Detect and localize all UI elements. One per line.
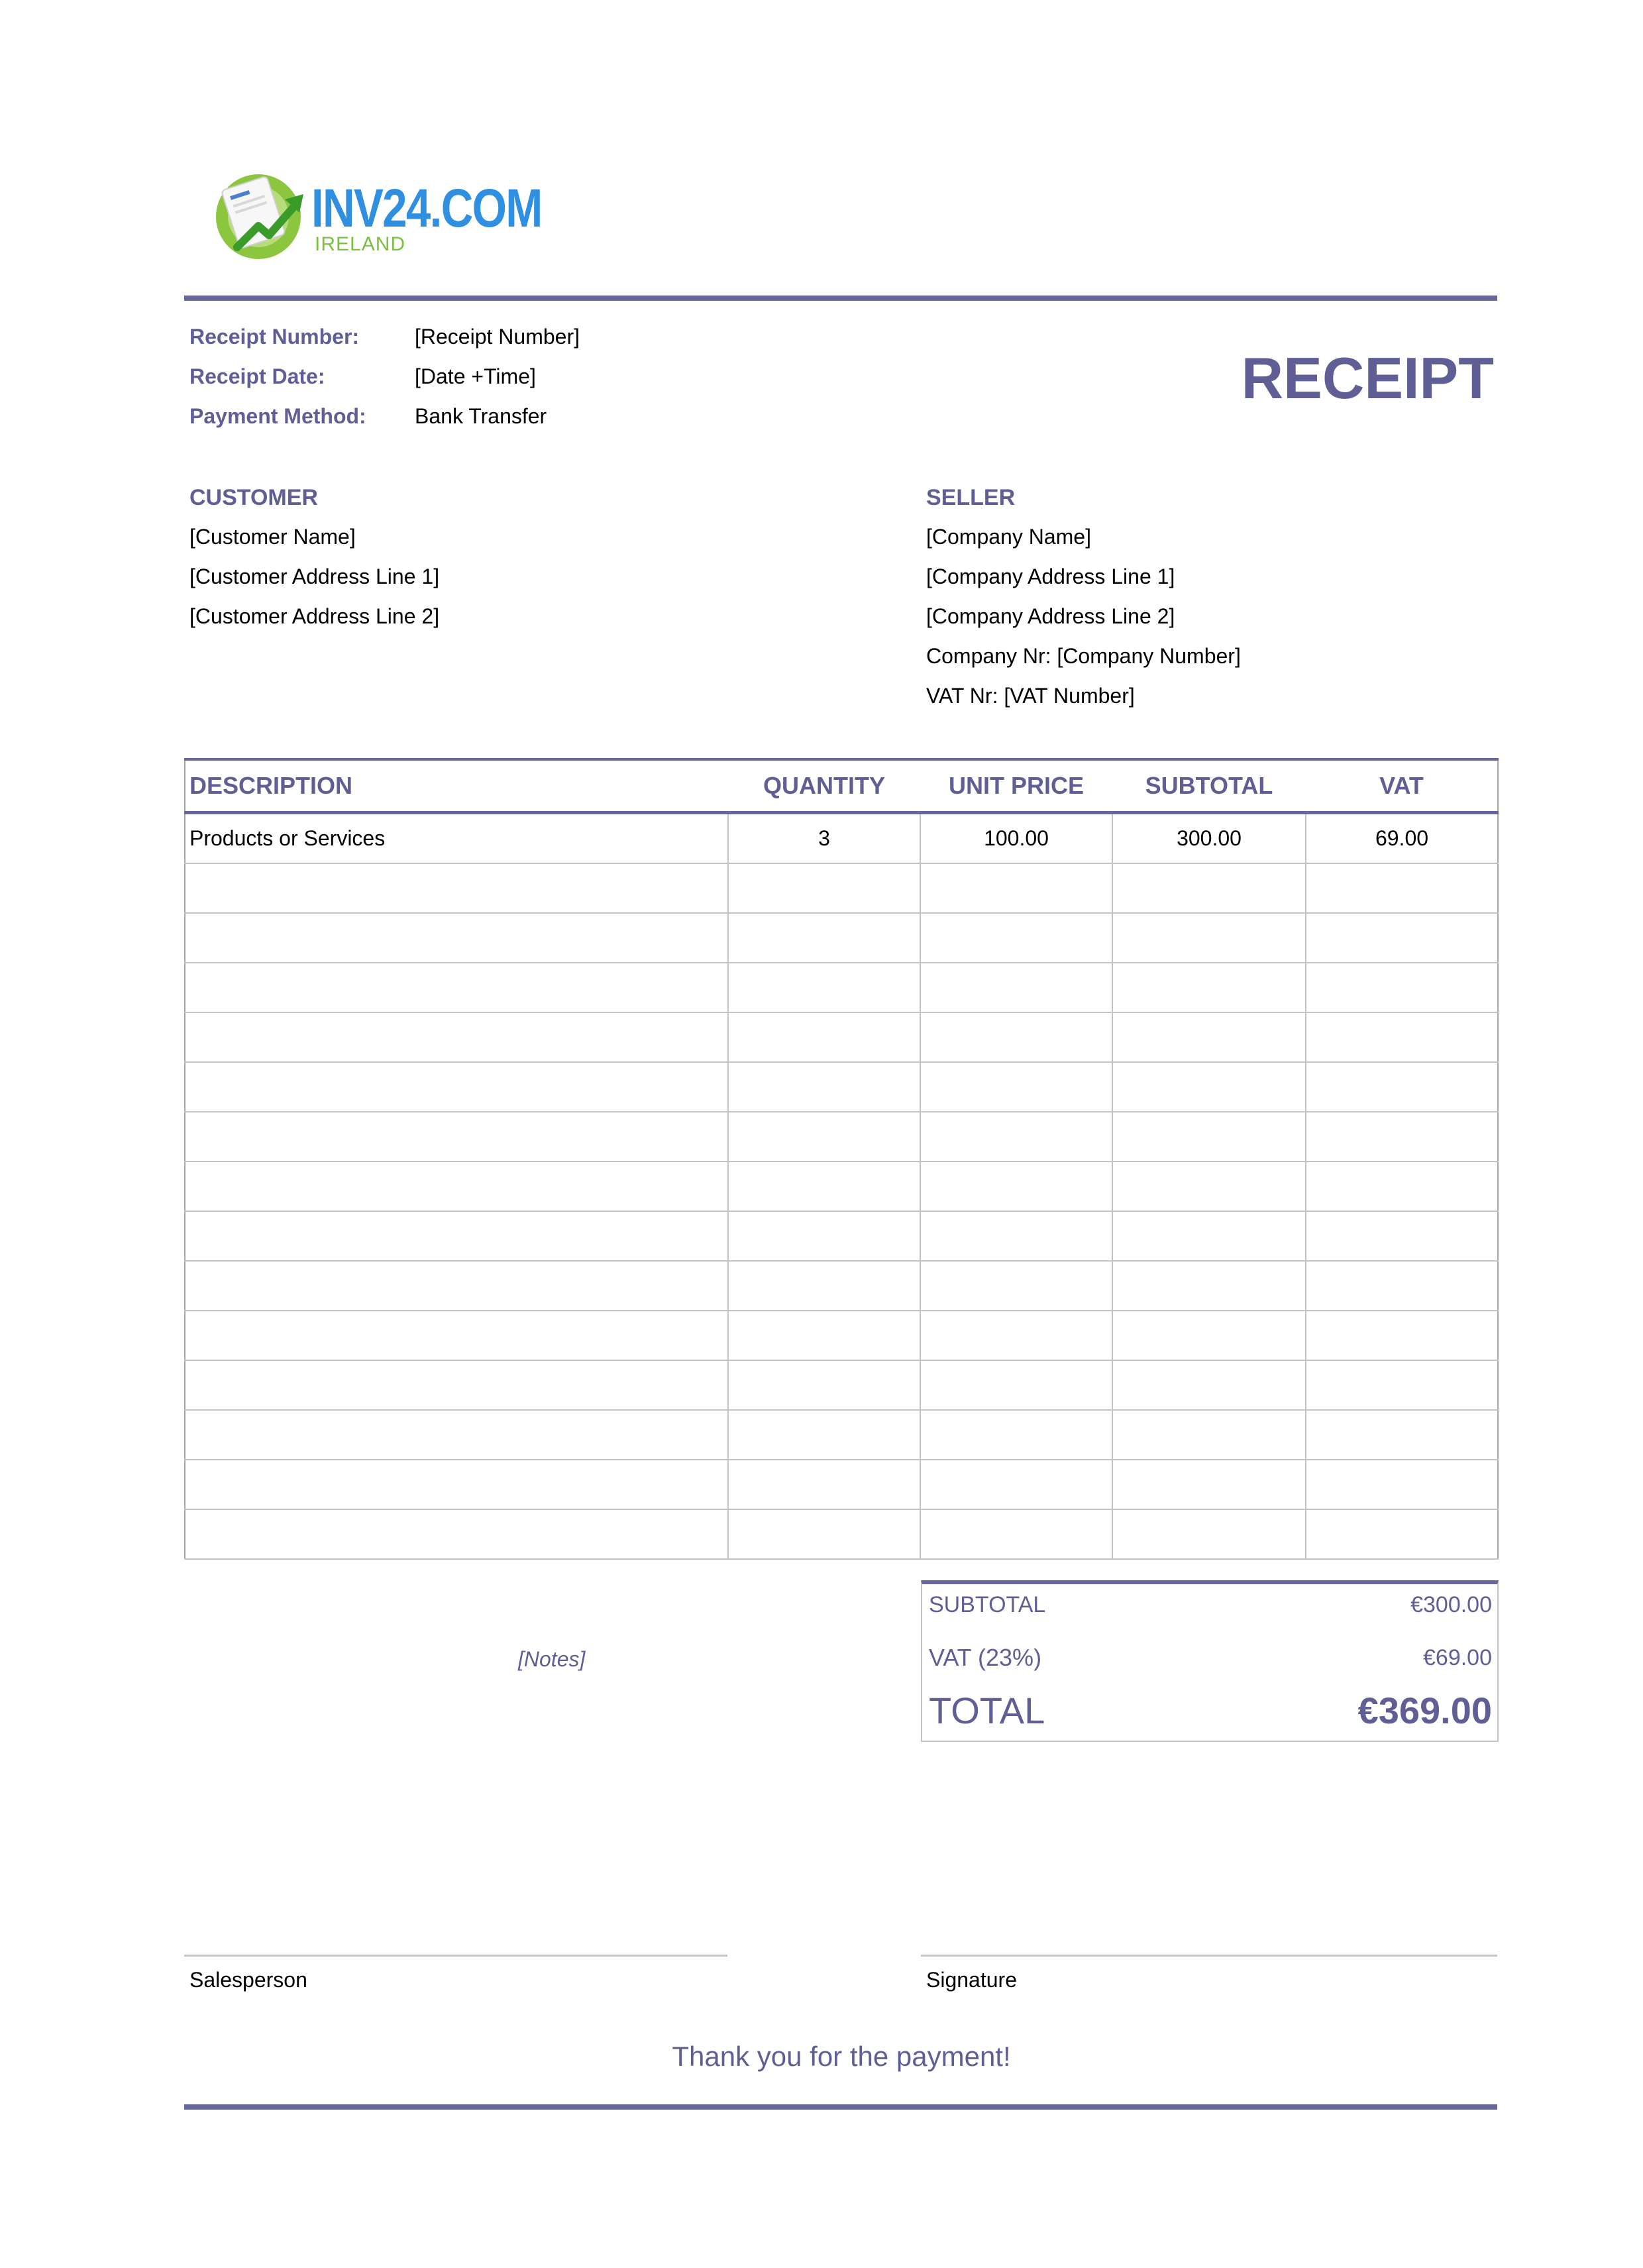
signature-line [921,1955,1497,1957]
cell-vat [1306,1360,1498,1410]
cell-unit-price [920,1261,1112,1311]
col-header-vat: VAT [1306,759,1498,813]
col-header-unit-price: UNIT PRICE [920,759,1112,813]
cell-description: Products or Services [185,813,728,864]
cell-quantity [728,1261,920,1311]
cell-description [185,963,728,1012]
cell-unit-price [920,1161,1112,1211]
cell-subtotal [1112,1112,1306,1161]
invoice-growth-icon [211,169,317,268]
cell-description [185,1410,728,1460]
receipt-number-value: [Receipt Number] [415,325,580,349]
cell-description [185,1062,728,1112]
cell-vat [1306,1311,1498,1360]
cell-description [185,1161,728,1211]
notes: [Notes] [518,1647,586,1671]
cell-unit-price [920,963,1112,1012]
cell-subtotal [1112,863,1306,913]
cell-description [185,1311,728,1360]
items-table [184,758,1499,1560]
total-value: €369.00 [1357,1690,1492,1731]
cell-quantity: 3 [728,813,920,864]
table-row [185,1360,1498,1410]
cell-description [185,1460,728,1509]
seller-address-line-2: [Company Address Line 2] [926,604,1175,628]
cell-subtotal [1112,1012,1306,1062]
table-row [185,1261,1498,1311]
cell-unit-price [920,1211,1112,1261]
cell-quantity [728,863,920,913]
table-row [185,813,1498,864]
cell-subtotal [1112,1062,1306,1112]
receipt-number-label: Receipt Number: [189,325,360,349]
salesperson-line [184,1955,727,1957]
table-row [185,913,1498,963]
cell-vat [1306,1062,1498,1112]
customer-name: [Customer Name] [189,525,356,549]
receipt-date-value: [Date +Time] [415,364,536,388]
payment-method-label: Payment Method: [189,404,366,428]
cell-vat [1306,1211,1498,1261]
seller-vat-number: VAT Nr: [VAT Number] [926,684,1135,708]
cell-unit-price [920,1012,1112,1062]
cell-vat [1306,1161,1498,1211]
cell-unit-price [920,1460,1112,1509]
cell-quantity [728,1509,920,1559]
cell-vat [1306,863,1498,913]
seller-heading: SELLER [926,485,1016,510]
cell-quantity [728,1161,920,1211]
cell-subtotal [1112,1460,1306,1509]
vat-label: VAT (23%) [929,1644,1042,1671]
total-label: TOTAL [929,1690,1045,1731]
cell-description [185,913,728,963]
cell-vat [1306,963,1498,1012]
cell-unit-price [920,1410,1112,1460]
header-rule [184,296,1497,301]
cell-quantity [728,963,920,1012]
seller-company-number: Company Nr: [Company Number] [926,644,1241,668]
cell-unit-price [920,1311,1112,1360]
table-row [185,1410,1498,1460]
cell-subtotal [1112,1360,1306,1410]
cell-quantity [728,1410,920,1460]
cell-subtotal [1112,1311,1306,1360]
salesperson-label: Salesperson [189,1968,307,1992]
seller-address-line-1: [Company Address Line 1] [926,565,1175,588]
cell-subtotal [1112,1211,1306,1261]
cell-vat [1306,1460,1498,1509]
col-header-subtotal: SUBTOTAL [1112,759,1306,813]
table-row [185,1012,1498,1062]
cell-description [185,1211,728,1261]
cell-subtotal [1112,1509,1306,1559]
table-row [185,1460,1498,1509]
table-row [185,1062,1498,1112]
table-row [185,1311,1498,1360]
cell-unit-price [920,1509,1112,1559]
cell-subtotal [1112,963,1306,1012]
cell-unit-price [920,863,1112,913]
table-row [185,1161,1498,1211]
cell-unit-price [920,1360,1112,1410]
cell-quantity [728,1211,920,1261]
cell-subtotal [1112,913,1306,963]
cell-vat [1306,913,1498,963]
cell-unit-price: 100.00 [920,813,1112,864]
subtotal-value: €300.00 [1410,1592,1492,1617]
footer-rule [184,2104,1497,2110]
cell-quantity [728,1012,920,1062]
cell-unit-price [920,1112,1112,1161]
totals-box [921,1580,1499,1742]
cell-vat: 69.00 [1306,813,1498,864]
cell-description [185,1012,728,1062]
signature-label: Signature [926,1968,1017,1992]
table-row [185,1509,1498,1559]
cell-vat [1306,1261,1498,1311]
cell-subtotal [1112,1161,1306,1211]
cell-quantity [728,1062,920,1112]
table-row [185,1211,1498,1261]
table-row [185,963,1498,1012]
cell-description [185,1509,728,1559]
subtotal-label: SUBTOTAL [929,1592,1046,1617]
customer-heading: CUSTOMER [189,485,318,510]
logo-wordmark: INV24.COM [311,178,542,239]
cell-vat [1306,1410,1498,1460]
cell-description [185,1360,728,1410]
cell-quantity [728,1360,920,1410]
document-title: RECEIPT [1241,345,1494,411]
cell-quantity [728,1460,920,1509]
thank-you-message: Thank you for the payment! [672,2041,1011,2072]
cell-subtotal [1112,1261,1306,1311]
cell-unit-price [920,913,1112,963]
cell-description [185,1261,728,1311]
logo-subtitle: IRELAND [315,233,406,255]
cell-subtotal: 300.00 [1112,813,1306,864]
cell-subtotal [1112,1410,1306,1460]
payment-method-value: Bank Transfer [415,404,547,428]
cell-description [185,863,728,913]
cell-quantity [728,913,920,963]
receipt-date-label: Receipt Date: [189,364,325,388]
cell-quantity [728,1311,920,1360]
cell-vat [1306,1509,1498,1559]
cell-description [185,1112,728,1161]
cell-vat [1306,1112,1498,1161]
customer-address-line-2: [Customer Address Line 2] [189,604,440,628]
col-header-description: DESCRIPTION [185,759,728,813]
cell-quantity [728,1112,920,1161]
seller-name: [Company Name] [926,525,1091,549]
col-header-quantity: QUANTITY [728,759,920,813]
table-row [185,1112,1498,1161]
table-header-row [185,759,1498,813]
customer-address-line-1: [Customer Address Line 1] [189,565,440,588]
cell-vat [1306,1012,1498,1062]
vat-value: €69.00 [1423,1645,1492,1670]
cell-unit-price [920,1062,1112,1112]
table-row [185,863,1498,913]
